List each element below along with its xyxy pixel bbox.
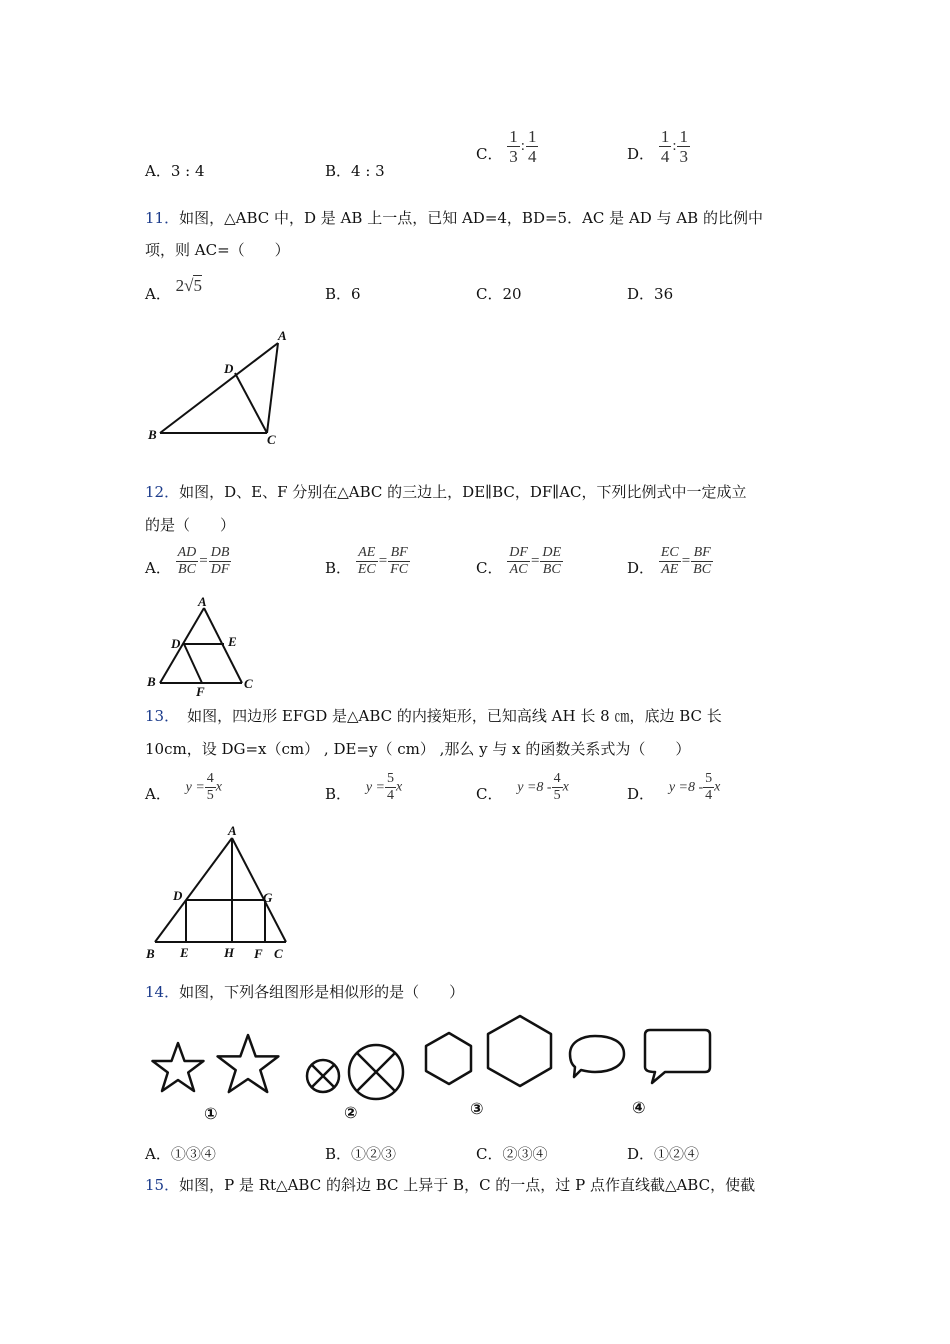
q10-option-a [145, 160, 205, 181]
q15-number: 15． [145, 1176, 180, 1194]
q13-option-b [325, 771, 402, 804]
q10-option-d [627, 127, 690, 166]
q13-option-b-fraction: $\frac{5}{4}$ [386, 771, 394, 803]
q14-number: 14． [145, 983, 180, 1001]
q14-label-4: ④ [632, 1098, 646, 1117]
q13-label-g: G [263, 890, 273, 905]
q12-option-a-left-fraction: $\frac{AD}{BC}$ [177, 545, 197, 577]
q11-label-d: D [224, 361, 234, 376]
q13-option-c-letter: C． [476, 785, 503, 803]
q13-stem-line2: 10cm，设 DG=x（cm） , DE=y（ cm） ,那么 y 与 x 的函数关系式为（ ） [145, 740, 691, 758]
q14-label-3: ③ [470, 1099, 484, 1118]
q12-option-b-right-fraction: $\frac{BF}{FC}$ [390, 545, 409, 577]
q15-text-1: 如图，P 是 Rt△ABC 的斜边 BC 上异于 B，C 的一点，过 P 点作直线截△ABC，使截 [179, 1176, 756, 1194]
q10-option-d-fraction-2: $\frac{1}{3}$ [679, 127, 688, 166]
q13-option-c-fraction: $\frac{4}{5}$ [553, 771, 561, 803]
q13-option-d-fraction: $\frac{5}{4}$ [705, 771, 713, 803]
q13-option-b-letter: B． [325, 785, 352, 803]
q14-stem-line1 [145, 982, 464, 1002]
q11-stem-line1 [145, 208, 763, 228]
q10-option-b-letter: B． [325, 162, 352, 180]
q12-option-d-right-fraction: $\frac{BF}{BC}$ [693, 545, 712, 577]
q12-label-a: A [198, 594, 207, 609]
q14-option-a: A．①③④ [145, 1145, 216, 1163]
q13-option-c [476, 771, 569, 804]
q12-option-a [145, 545, 231, 578]
q12-stem-line2: 的是（ ） [145, 516, 236, 534]
q11-triangle-figure [140, 320, 310, 450]
q14-shapes-figure [140, 1010, 740, 1130]
q10-option-c [476, 127, 538, 166]
q13-option-a [145, 771, 222, 804]
q12-label-c: C [244, 676, 253, 691]
q12-triangle-figure [140, 592, 270, 700]
q13-label-h: H [224, 945, 235, 960]
q12-text-1: 如图，D、E、F 分别在△ABC 的三边上，DE∥BC，DF∥AC，下列比例式中一定成立 [179, 483, 747, 501]
q13-text-1: 如图，四边形 EFGD 是△ABC 的内接矩形，已知高线 AH 长 8 ㎝，底边 BC 长 [187, 707, 722, 725]
q13-label-c: C [274, 946, 283, 961]
q11-text-1: 如图，△ABC 中，D 是 AB 上一点，已知 AD=4，BD=5．AC 是 AD 与 AB 的比例中 [179, 209, 763, 227]
q13-option-a-prefix: y = [185, 779, 205, 795]
q15-stem-line1 [145, 1175, 755, 1195]
q11-option-d: D．36 [627, 285, 674, 303]
q11-number: 11． [145, 209, 180, 227]
q13-label-e: E [180, 945, 189, 960]
q13-option-b-x: x [395, 779, 403, 795]
q13-number: 13． [145, 707, 180, 725]
q13-option-a-letter: A． [145, 785, 171, 803]
q11-option-a [145, 276, 202, 304]
q14-option-d: D．①②④ [627, 1145, 700, 1163]
q12-label-f: F [196, 684, 205, 699]
q14-option-c: C．②③④ [476, 1145, 548, 1163]
q14-label-1: ① [204, 1104, 218, 1123]
q12-option-d-letter: D． [627, 559, 655, 577]
q13-option-a-fraction: $\frac{4}{5}$ [206, 771, 214, 803]
small-hexagon-icon [426, 1033, 471, 1084]
q12-option-d-left-fraction: $\frac{EC}{AE}$ [660, 545, 679, 577]
q14-option-b: B．①②③ [325, 1145, 397, 1163]
q12-label-e: E [228, 634, 237, 649]
oval-speech-bubble-icon [570, 1036, 624, 1077]
q10-option-b-text: 4 : 3 [351, 162, 385, 180]
q12-option-c-equals: = [530, 553, 540, 569]
q13-option-d-prefix: y =8 - [668, 779, 704, 795]
q12-option-a-right-fraction: $\frac{DB}{DF}$ [210, 545, 230, 577]
q14-label-2: ② [344, 1103, 358, 1122]
q11-label-c: C [267, 432, 276, 447]
q12-option-d-equals: = [681, 553, 691, 569]
q13-option-b-prefix: y = [365, 779, 385, 795]
q10-option-d-ratio: : [672, 138, 677, 154]
q13-label-a: A [228, 823, 237, 838]
q12-stem-line1 [145, 482, 747, 502]
q12-option-a-equals: = [199, 553, 208, 569]
q11-option-a-letter: A． [145, 285, 171, 303]
q11-option-c: C．20 [476, 285, 522, 303]
q12-option-b-equals: = [378, 553, 388, 569]
q13-option-d-x: x [714, 779, 721, 795]
q12-option-b [325, 545, 410, 578]
q13-label-f: F [254, 946, 263, 961]
q13-option-d-letter: D． [627, 785, 655, 803]
q11-label-a: A [278, 328, 287, 343]
q11-option-a-radical: 2√5 [175, 276, 202, 295]
q12-option-c [476, 545, 563, 578]
q12-option-d [627, 545, 713, 578]
q12-number: 12． [145, 483, 180, 501]
q13-option-d [627, 771, 720, 804]
q10-option-a-text: 3 : 4 [170, 162, 205, 180]
q14-text-1: 如图，下列各组图形是相似形的是（ ） [179, 983, 465, 1001]
q12-option-a-letter: A． [145, 559, 171, 577]
q13-stem-line1 [145, 706, 722, 726]
q10-option-b [325, 160, 385, 181]
rect-speech-bubble-icon [645, 1030, 710, 1083]
q10-option-c-fraction-1: $\frac{1}{3}$ [509, 127, 518, 166]
q12-label-b: B [147, 674, 156, 689]
q13-option-c-prefix: y =8 - [517, 779, 552, 795]
q11-stem-line2: 项，则 AC=（ ） [145, 241, 290, 259]
q12-option-c-right-fraction: $\frac{DE}{BC}$ [542, 545, 562, 577]
q10-option-d-fraction-1: $\frac{1}{4}$ [660, 127, 670, 166]
q13-option-c-x: x [562, 779, 569, 795]
q12-option-c-left-fraction: $\frac{DF}{AC}$ [509, 545, 528, 577]
q12-option-c-letter: C． [476, 559, 503, 577]
q13-option-a-x: x [215, 779, 223, 795]
large-hexagon-icon [488, 1016, 551, 1086]
q11-option-b: B．6 [325, 285, 361, 303]
q13-label-d: D [173, 888, 183, 903]
q13-triangle-figure [140, 820, 300, 965]
q12-option-b-letter: B． [325, 559, 352, 577]
small-star-icon [153, 1043, 204, 1091]
q10-option-c-fraction-2: $\frac{1}{4}$ [527, 127, 537, 166]
large-star-icon [218, 1035, 279, 1092]
q12-option-b-left-fraction: $\frac{AE}{EC}$ [357, 545, 376, 577]
q11-label-b: B [148, 427, 157, 442]
q10-option-d-letter: D． [627, 145, 655, 163]
q10-option-c-ratio: : [520, 138, 525, 154]
q10-option-a-letter: A． [145, 162, 171, 180]
q12-label-d: D [171, 636, 181, 651]
q13-label-b: B [146, 946, 155, 961]
q10-option-c-letter: C． [476, 145, 503, 163]
